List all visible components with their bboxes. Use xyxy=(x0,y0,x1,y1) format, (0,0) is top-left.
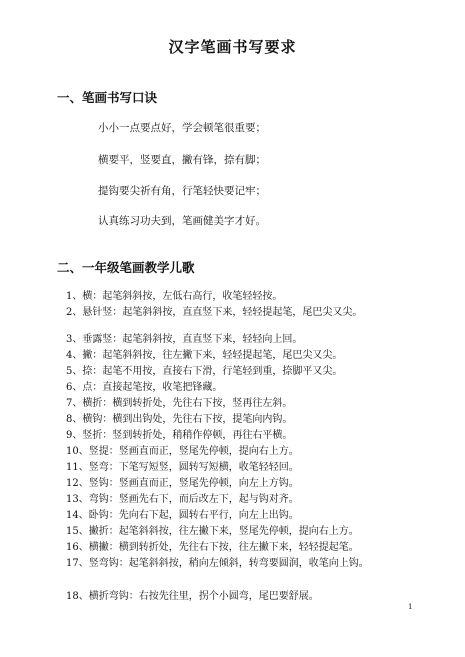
rhyme-item: 8、横钩：横到出钩处，先往右下按，提笔向内钩。 xyxy=(66,414,293,425)
mnemonic-line: 横要平，竖要直，撇有锋，捺有脚； xyxy=(98,154,266,166)
rhyme-item: 1、横：起笔斜斜按，左低右高行，收笔轻轻按。 xyxy=(66,291,283,302)
rhyme-item: 9、竖折：竖到转折处，稍稍作停顿，再往右平横。 xyxy=(66,430,293,441)
rhyme-item: 17、竖弯钩：起笔斜斜按，稍向左倾斜，转弯要圆润，收笔向上钩。 xyxy=(66,558,369,569)
stroke-rhyme-list xyxy=(66,289,369,605)
rhyme-item: 5、捺：起笔不用按，直接右下滑，行笔轻到重，捺脚平又尖。 xyxy=(66,366,343,377)
rhyme-item: 14、卧钩：先向右下起，圆转右平行，向左上出钩。 xyxy=(66,510,299,521)
section-heading-stroke-mnemonic: 一、笔画书写口诀 xyxy=(57,90,158,105)
rhyme-item: 4、撇：起笔斜斜按，往左撇下来，轻轻提起笔，尾巴尖又尖。 xyxy=(66,350,343,361)
rhyme-item: 7、横折：横到转折处，先往右下按，竖再往左斜。 xyxy=(66,398,293,409)
rhyme-item: 2、悬针竖：起笔斜斜按，直直竖下来，轻轻提起笔，尾巴尖又尖。 xyxy=(66,307,363,318)
rhyme-item: 12、竖钩：竖画直而正，竖尾先停顿，向左上方钩。 xyxy=(66,478,299,489)
page-number: 1 xyxy=(408,603,413,611)
rhyme-item: 6、点：直接起笔按，收笔把锋藏。 xyxy=(66,382,223,393)
mnemonic-line: 小小一点要点好，学会顿笔很重要； xyxy=(98,122,266,134)
document-title: 汉字笔画书写要求 xyxy=(168,38,297,56)
rhyme-item: 3、垂露竖：起笔斜斜按，直直竖下来，轻轻向上回。 xyxy=(66,334,303,345)
rhyme-item: 18、横折弯钩：右按先往里，拐个小圆弯，尾巴要舒展。 xyxy=(66,591,319,602)
rhyme-item: 13、弯钩：竖画先右下，而后改左下，起与钩对齐。 xyxy=(66,494,299,505)
rhyme-item: 16、横撇：横到转折处，先往右下按，往左撇下来，轻轻提起笔。 xyxy=(66,542,359,553)
rhyme-item: 11、竖弯：下笔写短竖，圆转写短横，收笔轻轻回。 xyxy=(66,462,299,473)
rhyme-item: 10、竖提：竖画直而正，竖尾先停顿，提向右上方。 xyxy=(66,446,299,457)
rhyme-item: 15、撇折：起笔斜斜按，往左撇下来，竖尾先停顿，提向右上方。 xyxy=(66,526,359,537)
section-heading-grade1-rhymes: 二、一年级笔画教学儿歌 xyxy=(57,260,195,275)
mnemonic-line: 提钩要尖祈有角，行笔轻快要记牢； xyxy=(98,185,266,197)
mnemonic-line: 认真练习功夫到，笔画健美字才好。 xyxy=(98,215,266,227)
